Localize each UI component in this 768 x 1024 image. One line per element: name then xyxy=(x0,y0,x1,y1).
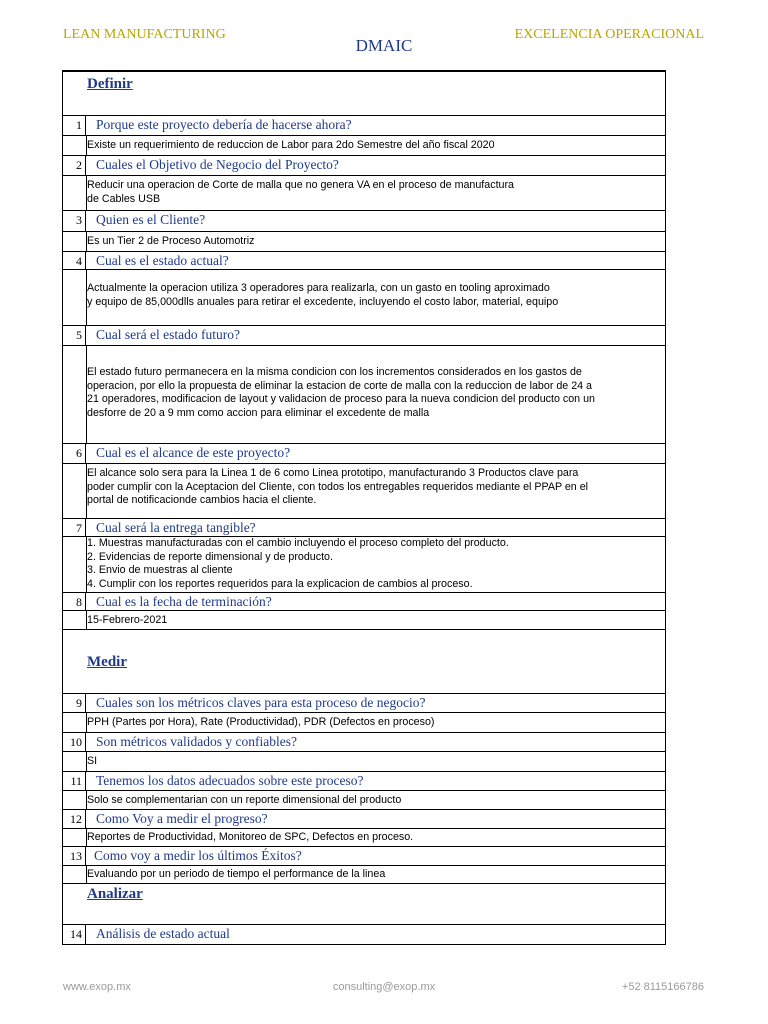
question-row xyxy=(63,772,665,791)
question-number: 5 xyxy=(63,326,86,345)
question-number: 9 xyxy=(63,694,86,712)
footer-website[interactable]: www.exop.mx xyxy=(63,981,131,993)
answer-text: El estado futuro permanecera en la misma condicion con los incrementos considerados en los gastos de operacion, por ello la propuesta de eliminar la estacion de corte de malla con la reduccion de labor de 24 a 21 operadores, modificacion de layout y validacion de proceso para la nueva condicion del producto con un desforre de 20 a 9 mm como accion para eliminar el excedente de malla xyxy=(87,366,595,419)
question-number: 6 xyxy=(63,444,86,463)
answer-text: Evaluando por un periodo de tiempo el performance de la linea xyxy=(87,868,386,880)
question-row xyxy=(63,444,665,464)
section-title-definir: Definir xyxy=(87,76,133,92)
question-row xyxy=(63,252,665,270)
answer-row xyxy=(63,464,665,519)
question-number: 11 xyxy=(63,772,86,790)
document-title: DMAIC xyxy=(355,36,413,55)
question-row xyxy=(63,593,665,611)
header-left-title: LEAN MANUFACTURING xyxy=(63,27,226,42)
question-number: 2 xyxy=(63,156,86,175)
answer-row xyxy=(63,866,665,884)
header-right-title: EXCELENCIA OPERACIONAL xyxy=(514,27,704,42)
section-analizar-row xyxy=(63,884,665,925)
question-number: 7 xyxy=(63,519,86,536)
answer-text: Existe un requerimiento de reduccion de Labor para 2do Semestre del año fiscal 2020 xyxy=(87,139,495,151)
answer-text: Reducir una operacion de Corte de malla que no genera VA en el proceso de manufactura de Cables USB xyxy=(87,179,514,205)
answer-text: Solo se complementarian con un reporte dimensional del producto xyxy=(87,794,402,806)
question-text: Porque este proyecto debería de hacerse ahora? xyxy=(96,117,352,132)
question-text: Cuales el Objetivo de Negocio del Proyecto? xyxy=(96,157,339,172)
question-row xyxy=(63,694,665,713)
question-number: 4 xyxy=(63,252,86,269)
question-row xyxy=(63,925,665,945)
question-text: Cual será el estado futuro? xyxy=(96,327,240,342)
question-number: 10 xyxy=(63,733,86,751)
answer-row xyxy=(63,176,665,211)
answer-row xyxy=(63,752,665,772)
question-row xyxy=(63,116,665,136)
question-text: Cual es el alcance de este proyecto? xyxy=(96,445,291,460)
question-text: Como Voy a medir el progreso? xyxy=(96,811,268,826)
answer-text: Reportes de Productividad, Monitoreo de SPC, Defectos en proceso. xyxy=(87,831,414,843)
answer-row xyxy=(63,537,665,593)
question-row xyxy=(63,519,665,537)
question-row xyxy=(63,733,665,752)
answer-text: Actualmente la operacion utiliza 3 operadores para realizarla, con un gasto en tooling aproximado y equipo de 85,000dlls anuales para retirar el excedente, incluyendo el costo labor, material, equipo xyxy=(87,282,559,308)
answer-text: PPH (Partes por Hora), Rate (Productividad), PDR (Defectos en proceso) xyxy=(87,716,435,728)
answer-text: El alcance solo sera para la Linea 1 de 6 como Linea prototipo, manufacturando 3 Productos clave para poder cumplir con la Aceptacion del Cliente, con todos los entregables requeridos mediante el PPAP en el portal de notificacionde cambios hacia el cliente. xyxy=(87,467,589,506)
footer-phone: +52 8115166786 xyxy=(621,981,704,993)
question-text: Cual es el estado actual? xyxy=(96,253,229,268)
section-medir-row xyxy=(63,630,665,694)
question-row xyxy=(63,211,665,232)
question-text: Son métricos validados y confiables? xyxy=(96,734,297,749)
answer-row xyxy=(63,713,665,733)
footer-email[interactable]: consulting@exop.mx xyxy=(332,981,436,993)
section-title-analizar: Analizar xyxy=(87,886,143,902)
section-definir-row xyxy=(63,72,665,116)
question-number: 14 xyxy=(63,925,86,944)
answer-row xyxy=(63,791,665,810)
question-text: Tenemos los datos adecuados sobre este proceso? xyxy=(96,773,364,788)
dmaic-table xyxy=(62,70,666,945)
question-row xyxy=(63,847,665,866)
question-text: Quien es el Cliente? xyxy=(96,212,206,227)
answer-row xyxy=(63,270,665,326)
question-number: 1 xyxy=(63,116,86,135)
question-text: Cual es la fecha de terminación? xyxy=(96,594,272,609)
question-number: 12 xyxy=(63,810,86,828)
question-text: Como voy a medir los últimos Éxitos? xyxy=(94,848,302,863)
question-number: 8 xyxy=(63,593,86,610)
section-title-medir: Medir xyxy=(87,654,127,670)
question-row xyxy=(63,326,665,346)
answer-text: 15-Febrero-2021 xyxy=(87,614,168,626)
question-row xyxy=(63,810,665,829)
question-text: Cuales son los métricos claves para esta proceso de negocio? xyxy=(96,695,426,710)
answer-row xyxy=(63,136,665,156)
answer-text: SI xyxy=(87,755,98,767)
answer-row xyxy=(63,611,665,630)
answer-text: 1. Muestras manufacturadas con el cambio incluyendo el proceso completo del producto. 2. Evidencias de reporte dimensional y de producto. 3. Envio de muestras al cliente 4. Cumplir con los reportes requeridos para la explicacion de cambios al proceso. xyxy=(87,537,509,590)
question-number: 3 xyxy=(63,211,86,231)
question-number: 13 xyxy=(63,847,86,865)
answer-row xyxy=(63,232,665,252)
answer-text: Es un Tier 2 de Proceso Automotriz xyxy=(87,235,255,247)
question-row xyxy=(63,156,665,176)
answer-row xyxy=(63,346,665,444)
question-text: Análisis de estado actual xyxy=(96,926,230,941)
question-text: Cual será la entrega tangible? xyxy=(96,520,256,535)
answer-row xyxy=(63,829,665,847)
